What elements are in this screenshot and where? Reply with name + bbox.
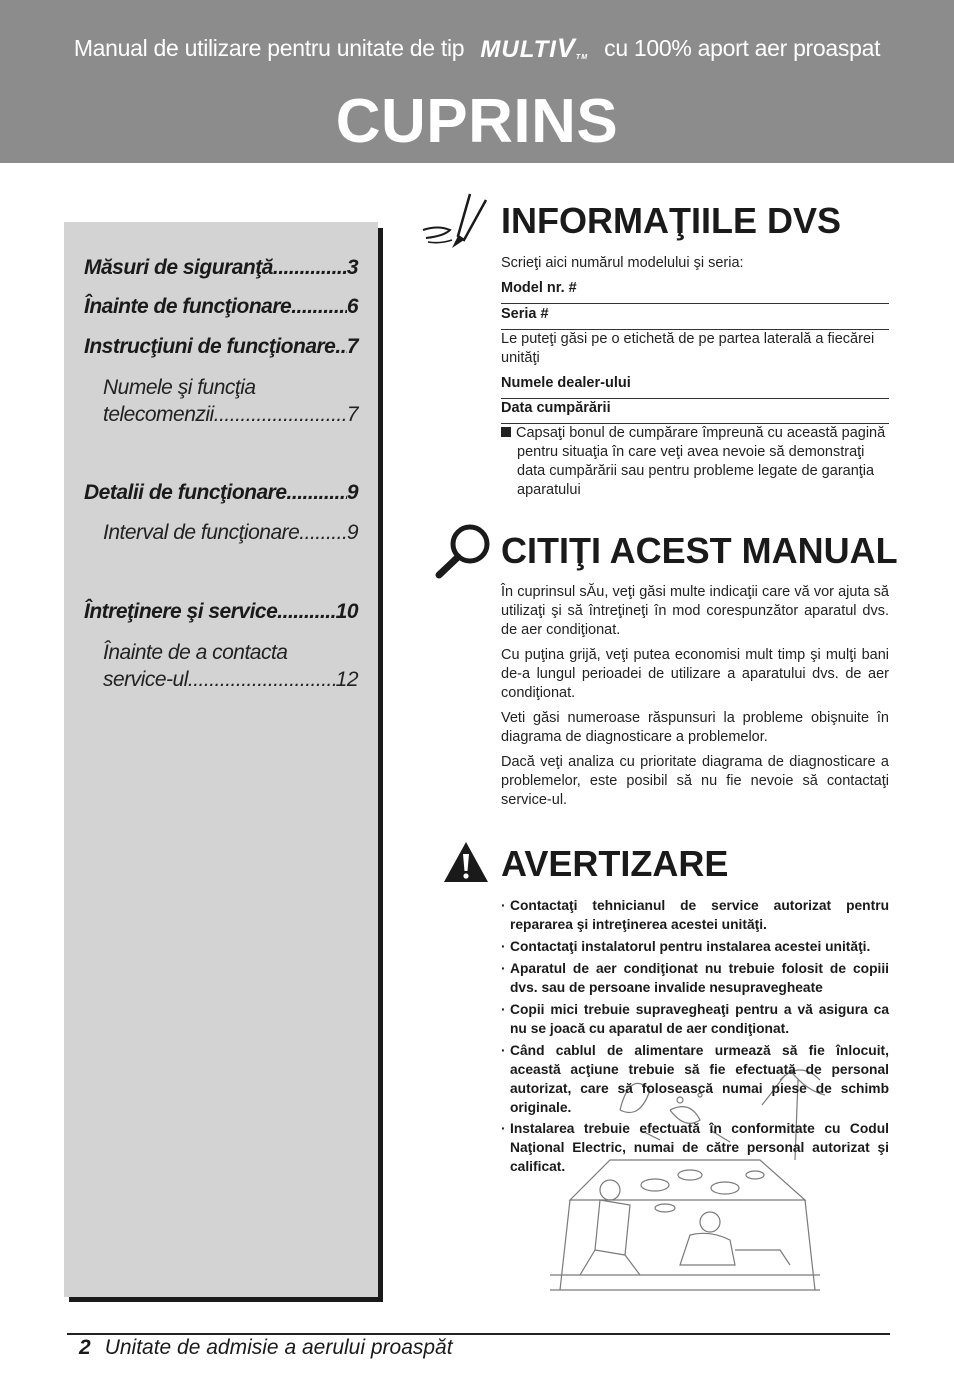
toc-entry-safety[interactable]: Măsuri de siguranţă ..... 3	[84, 256, 358, 280]
warning-item: · Contactaţi tehnicianul de service autorizat pentru repararea şi intreţinerea acestei unităţi.	[501, 898, 889, 932]
info-intro: Scrieţi aici numărul modelului şi seria:	[501, 255, 744, 271]
serial-number-field: Seria #	[501, 305, 889, 330]
toc-entry-operation-details[interactable]: Detalii de funcţionare ..... 9	[84, 481, 358, 505]
toc-entry-before-operation[interactable]: Înainte de funcţionare ..... 6	[84, 295, 358, 319]
warning-item: · Aparatul de aer condiţionat nu trebuie folosit de copiii dvs. sau de persoane invalide nesupravegheate	[501, 961, 889, 995]
toc-entry-maintenance[interactable]: Întreţinere şi service ..... 10	[84, 600, 358, 624]
page-number: 2	[79, 1336, 91, 1359]
subtitle-suffix: cu 100% aport aer proaspat	[604, 35, 881, 61]
page-title: CUPRINS	[335, 87, 619, 156]
multi-v-logo: MULTIVTM	[480, 33, 589, 63]
square-bullet-icon	[501, 427, 511, 437]
toc-entry-operating-instructions[interactable]: Instrucţiuni de funcţionare ..... 7	[84, 335, 358, 359]
label-location-note: Le puteţi găsi pe o etichetă de pe partea laterală a fiecărei unităţi	[501, 331, 875, 366]
page-header	[0, 0, 954, 163]
read-manual-heading: CITIŢI ACEST MANUAL	[501, 530, 898, 571]
table-of-contents	[64, 222, 378, 1297]
pen-icon	[420, 192, 492, 254]
model-number-field: Model nr. #	[501, 279, 889, 304]
footer-text: Unitate de admisie a aerului proaspăt	[104, 1336, 453, 1359]
warning-triangle-icon	[442, 840, 490, 884]
warning-item: · Copii mici trebuie supravegheaţi pentru a vă asigura ca nu se joacă cu aparatul de aer condiţionat.	[501, 1002, 889, 1036]
warning-item: · Când cablul de alimentare urmează să fie înlocuit, această acţiune trebuie să fie efectuată de personal autorizat, care să folosească numai piese de schimb originale.	[501, 1043, 889, 1115]
warning-item: · Contactaţi instalatorul pentru instalarea acestei unităţi.	[501, 939, 871, 954]
warning-item: · Instalarea trebuie efectuată în conformitate cu Codul Naţional Electric, numai de către personal autorizat şi calificat.	[501, 1121, 889, 1174]
manual-paragraph-4: Dacă veţi analiza cu prioritate diagrama de diagnosticare a problemelor, este posibil să nu fie nevoie să contactaţi service-ul.	[501, 754, 889, 808]
toc-entry-operating-range[interactable]: Interval de funcţionare ..... 9	[103, 521, 358, 545]
page-footer	[79, 1336, 453, 1360]
toc-entry-remote-control[interactable]: Numele şi funcţia telecomenzii ..... 7	[103, 374, 358, 428]
manual-paragraph-1: În cuprinsul sĂu, veţi găsi multe indicaţii care vă vor ajuta să utilizaţi şi să întreţineţi în mod corespunzător aparatul dvs. de aer condiţionat.	[501, 584, 889, 638]
manual-paragraph-3: Veti găsi numeroase răspunsuri la probleme obişnuite în diagrama de diagnosticare a problemelor.	[501, 710, 889, 745]
manual-paragraph-2: Cu puţina grijă, veţi putea economisi mult timp şi mulţi bani de-a lungul perioadei de utilizare a aparatului dvs. de aer condiţionat.	[501, 647, 889, 701]
subtitle-prefix: Manual de utilizare pentru unitate de tip	[73, 35, 465, 61]
purchase-date-field: Data cumpărării	[501, 399, 889, 424]
info-heading: INFORMAŢIILE DVS	[501, 200, 841, 241]
toc-entry-contact-service[interactable]: Înainte de a contacta service-ul ..... 12	[103, 639, 358, 693]
receipt-note: Capsaţi bonul de cumpărare împreună cu această pagină pentru situaţia în care veţi avea nevoie să demonstraţi data cumpărării sau pentru probleme legate de garanţia aparatului	[501, 424, 889, 500]
magnifier-icon	[434, 522, 494, 580]
dealer-name-field: Numele dealer-ului	[501, 374, 889, 399]
footer-divider	[67, 1333, 890, 1335]
warning-heading: AVERTIZARE	[501, 843, 729, 884]
header-subtitle	[0, 33, 954, 64]
